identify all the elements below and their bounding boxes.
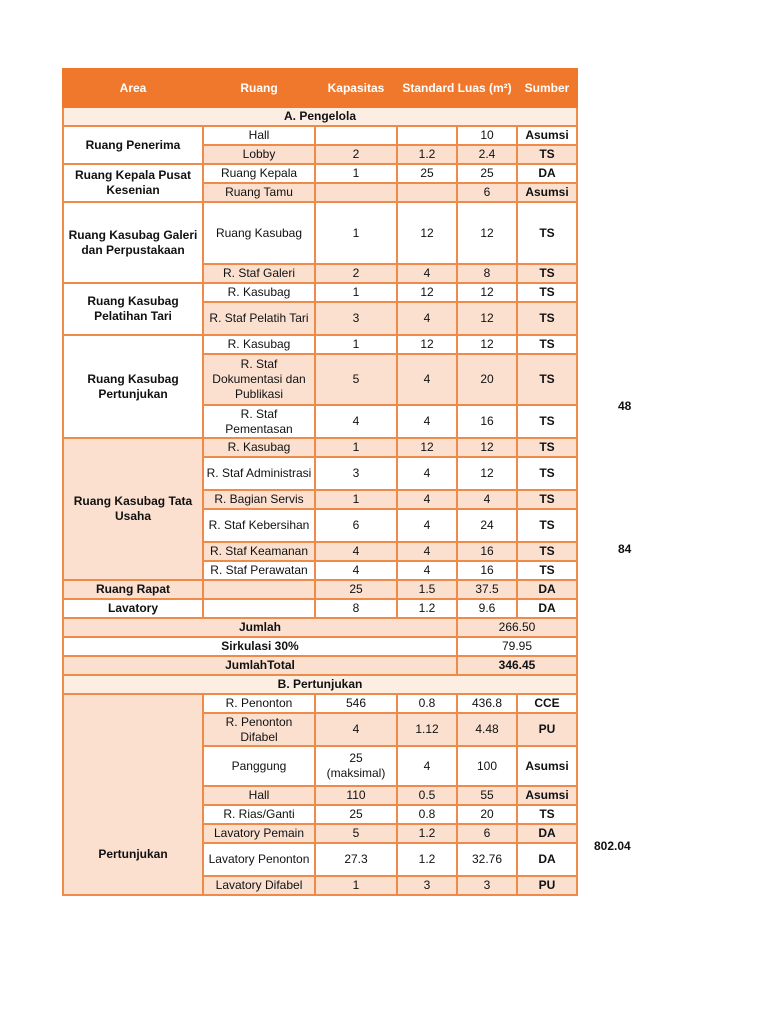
luas-cell: 12 xyxy=(457,283,517,302)
kapasitas-cell xyxy=(315,183,397,202)
standard-cell: 4 xyxy=(397,490,457,509)
sumber-cell: DA xyxy=(517,843,577,876)
standard-cell xyxy=(397,126,457,145)
luas-cell: 8 xyxy=(457,264,517,283)
jumlah-total-label: JumlahTotal xyxy=(63,656,457,675)
standard-cell: 4 xyxy=(397,746,457,786)
standard-cell: 1.2 xyxy=(397,145,457,164)
kapasitas-cell: 1 xyxy=(315,438,397,457)
ruang-cell: R. Staf Kebersihan xyxy=(203,509,315,542)
ruang-cell xyxy=(203,599,315,618)
standard-cell: 1.12 xyxy=(397,713,457,746)
standard-cell: 12 xyxy=(397,283,457,302)
ruang-cell: R. Staf Perawatan xyxy=(203,561,315,580)
ruang-cell: Ruang Kepala xyxy=(203,164,315,183)
ruang-cell: R. Bagian Servis xyxy=(203,490,315,509)
kapasitas-cell: 1 xyxy=(315,283,397,302)
standard-cell: 1.2 xyxy=(397,824,457,843)
kapasitas-cell: 546 xyxy=(315,694,397,713)
total-row xyxy=(63,656,577,675)
luas-cell: 10 xyxy=(457,126,517,145)
sumber-cell: TS xyxy=(517,457,577,490)
ruang-cell: R. Staf Pementasan xyxy=(203,405,315,438)
header-ruang: Ruang xyxy=(203,69,315,107)
sumber-cell: DA xyxy=(517,164,577,183)
sumber-cell: TS xyxy=(517,145,577,164)
ruang-cell: R. Penonton Difabel xyxy=(203,713,315,746)
sumber-cell: DA xyxy=(517,580,577,599)
standard-cell: 4 xyxy=(397,542,457,561)
ruang-cell: R. Kasubag xyxy=(203,438,315,457)
area-cell: Ruang Kasubag Tata Usaha xyxy=(63,438,203,580)
kapasitas-cell: 25 xyxy=(315,805,397,824)
kapasitas-cell: 25 xyxy=(315,580,397,599)
kapasitas-cell: 2 xyxy=(315,264,397,283)
kapasitas-cell: 4 xyxy=(315,713,397,746)
table-row xyxy=(63,164,577,183)
luas-cell: 12 xyxy=(457,302,517,335)
ruang-cell: R. Kasubag xyxy=(203,283,315,302)
side-subtotal-1: 48 xyxy=(618,399,632,413)
header-area: Area xyxy=(63,69,203,107)
sumber-cell: Asumsi xyxy=(517,786,577,805)
sumber-cell: PU xyxy=(517,713,577,746)
side-subtotal-3: 802.04 xyxy=(594,839,631,853)
sumber-cell: TS xyxy=(517,438,577,457)
ruang-cell: Lobby xyxy=(203,145,315,164)
table-row xyxy=(63,438,577,457)
ruang-cell: R. Staf Administrasi xyxy=(203,457,315,490)
standard-cell: 12 xyxy=(397,438,457,457)
kapasitas-cell: 5 xyxy=(315,354,397,405)
luas-cell: 9.6 xyxy=(457,599,517,618)
table-row xyxy=(63,335,577,354)
standard-cell: 0.5 xyxy=(397,786,457,805)
luas-cell: 436.8 xyxy=(457,694,517,713)
area-cell: Ruang Kasubag Pelatihan Tari xyxy=(63,283,203,335)
jumlah-label: Jumlah xyxy=(63,618,457,637)
luas-cell: 2.4 xyxy=(457,145,517,164)
standard-cell: 25 xyxy=(397,164,457,183)
total-row xyxy=(63,637,577,656)
luas-cell: 55 xyxy=(457,786,517,805)
sumber-cell: TS xyxy=(517,283,577,302)
sumber-cell: TS xyxy=(517,202,577,264)
sumber-cell: TS xyxy=(517,490,577,509)
ruang-cell: R. Kasubag xyxy=(203,335,315,354)
kapasitas-cell: 4 xyxy=(315,561,397,580)
header-sumber: Sumber xyxy=(517,69,577,107)
table-row xyxy=(63,283,577,302)
header-kapasitas: Kapasitas xyxy=(315,69,397,107)
kapasitas-cell: 1 xyxy=(315,876,397,895)
header-standard: Standard Luas (m²) xyxy=(397,69,517,107)
sumber-cell: PU xyxy=(517,876,577,895)
sumber-cell: TS xyxy=(517,509,577,542)
sumber-cell: TS xyxy=(517,805,577,824)
luas-cell: 24 xyxy=(457,509,517,542)
luas-cell: 20 xyxy=(457,354,517,405)
ruang-cell: Ruang Kasubag xyxy=(203,202,315,264)
ruang-cell: Ruang Tamu xyxy=(203,183,315,202)
sumber-cell: Asumsi xyxy=(517,746,577,786)
luas-cell: 6 xyxy=(457,824,517,843)
side-subtotal-2: 84 xyxy=(618,542,632,556)
standard-cell: 4 xyxy=(397,561,457,580)
standard-cell: 4 xyxy=(397,405,457,438)
table-row xyxy=(63,202,577,264)
ruang-cell: Lavatory Pemain xyxy=(203,824,315,843)
space-program-table xyxy=(62,68,576,930)
kapasitas-value: 25 xyxy=(349,751,363,765)
ruang-cell: R. Penonton xyxy=(203,694,315,713)
standard-cell: 3 xyxy=(397,876,457,895)
sumber-cell: TS xyxy=(517,335,577,354)
kapasitas-cell: 1 xyxy=(315,335,397,354)
area-cell: Ruang Kasubag Galeri dan Perpustakaan xyxy=(63,202,203,283)
kapasitas-cell xyxy=(315,126,397,145)
standard-cell: 4 xyxy=(397,457,457,490)
ruang-cell: Lavatory Difabel xyxy=(203,876,315,895)
luas-cell: 16 xyxy=(457,561,517,580)
luas-cell: 16 xyxy=(457,542,517,561)
jumlah-value: 266.50 xyxy=(457,618,577,637)
sumber-cell: TS xyxy=(517,302,577,335)
sumber-cell: DA xyxy=(517,599,577,618)
luas-cell: 12 xyxy=(457,335,517,354)
sumber-cell: TS xyxy=(517,405,577,438)
sumber-cell: Asumsi xyxy=(517,126,577,145)
sumber-cell: Asumsi xyxy=(517,183,577,202)
kapasitas-cell: 5 xyxy=(315,824,397,843)
standard-cell: 0.8 xyxy=(397,805,457,824)
kapasitas-cell: 4 xyxy=(315,542,397,561)
luas-cell: 25 xyxy=(457,164,517,183)
area-cell: Ruang Penerima xyxy=(63,126,203,164)
standard-cell: 1.2 xyxy=(397,843,457,876)
standard-cell xyxy=(397,183,457,202)
sirkulasi-value: 79.95 xyxy=(457,637,577,656)
kapasitas-note: (maksimal) xyxy=(326,766,386,780)
ruang-cell: Lavatory Penonton xyxy=(203,843,315,876)
kapasitas-cell: 6 xyxy=(315,509,397,542)
luas-cell: 32.76 xyxy=(457,843,517,876)
luas-cell: 12 xyxy=(457,202,517,264)
sumber-cell: DA xyxy=(517,824,577,843)
sumber-cell: CCE xyxy=(517,694,577,713)
ruang-cell: Panggung xyxy=(203,746,315,786)
luas-cell: 20 xyxy=(457,805,517,824)
area-cell: Pertunjukan xyxy=(63,694,203,895)
luas-cell: 16 xyxy=(457,405,517,438)
kapasitas-cell: 1 xyxy=(315,202,397,264)
kapasitas-cell: 8 xyxy=(315,599,397,618)
kapasitas-cell xyxy=(315,746,397,786)
sirkulasi-label: Sirkulasi 30% xyxy=(63,637,457,656)
kapasitas-cell: 110 xyxy=(315,786,397,805)
standard-cell: 4 xyxy=(397,354,457,405)
area-cell: Lavatory xyxy=(63,599,203,618)
sumber-cell: TS xyxy=(517,264,577,283)
kapasitas-cell: 1 xyxy=(315,164,397,183)
luas-cell: 100 xyxy=(457,746,517,786)
ruang-cell: Hall xyxy=(203,786,315,805)
luas-cell: 6 xyxy=(457,183,517,202)
area-cell: Ruang Kepala Pusat Kesenian xyxy=(63,164,203,202)
standard-cell: 12 xyxy=(397,202,457,264)
kapasitas-cell: 1 xyxy=(315,490,397,509)
standard-cell: 1.2 xyxy=(397,599,457,618)
ruang-cell xyxy=(203,580,315,599)
luas-cell: 37.5 xyxy=(457,580,517,599)
ruang-cell: R. Staf Pelatih Tari xyxy=(203,302,315,335)
standard-cell: 12 xyxy=(397,335,457,354)
sumber-cell: TS xyxy=(517,561,577,580)
standard-cell: 1.5 xyxy=(397,580,457,599)
area-cell: Ruang Rapat xyxy=(63,580,203,599)
kapasitas-cell: 3 xyxy=(315,457,397,490)
kapasitas-cell: 4 xyxy=(315,405,397,438)
luas-cell: 4 xyxy=(457,490,517,509)
standard-cell: 4 xyxy=(397,509,457,542)
sumber-cell: TS xyxy=(517,354,577,405)
ruang-cell: Hall xyxy=(203,126,315,145)
table-row xyxy=(63,580,577,599)
luas-cell: 12 xyxy=(457,457,517,490)
table-row xyxy=(63,599,577,618)
luas-cell: 4.48 xyxy=(457,713,517,746)
kapasitas-cell: 27.3 xyxy=(315,843,397,876)
section-b-title: B. Pertunjukan xyxy=(63,675,577,694)
ruang-cell: R. Rias/Ganti xyxy=(203,805,315,824)
table-row xyxy=(63,694,577,713)
table-row xyxy=(63,126,577,145)
kapasitas-cell: 2 xyxy=(315,145,397,164)
header-row xyxy=(63,69,577,107)
kapasitas-cell: 3 xyxy=(315,302,397,335)
standard-cell: 0.8 xyxy=(397,694,457,713)
sumber-cell: TS xyxy=(517,542,577,561)
area-cell: Ruang Kasubag Pertunjukan xyxy=(63,335,203,438)
luas-cell: 3 xyxy=(457,876,517,895)
section-a-title: A. Pengelola xyxy=(63,107,577,126)
jumlah-total-value: 346.45 xyxy=(457,656,577,675)
standard-cell: 4 xyxy=(397,302,457,335)
standard-cell: 4 xyxy=(397,264,457,283)
total-row xyxy=(63,618,577,637)
ruang-cell: R. Staf Galeri xyxy=(203,264,315,283)
ruang-cell: R. Staf Keamanan xyxy=(203,542,315,561)
ruang-cell: R. Staf Dokumentasi dan Publikasi xyxy=(203,354,315,405)
luas-cell: 12 xyxy=(457,438,517,457)
